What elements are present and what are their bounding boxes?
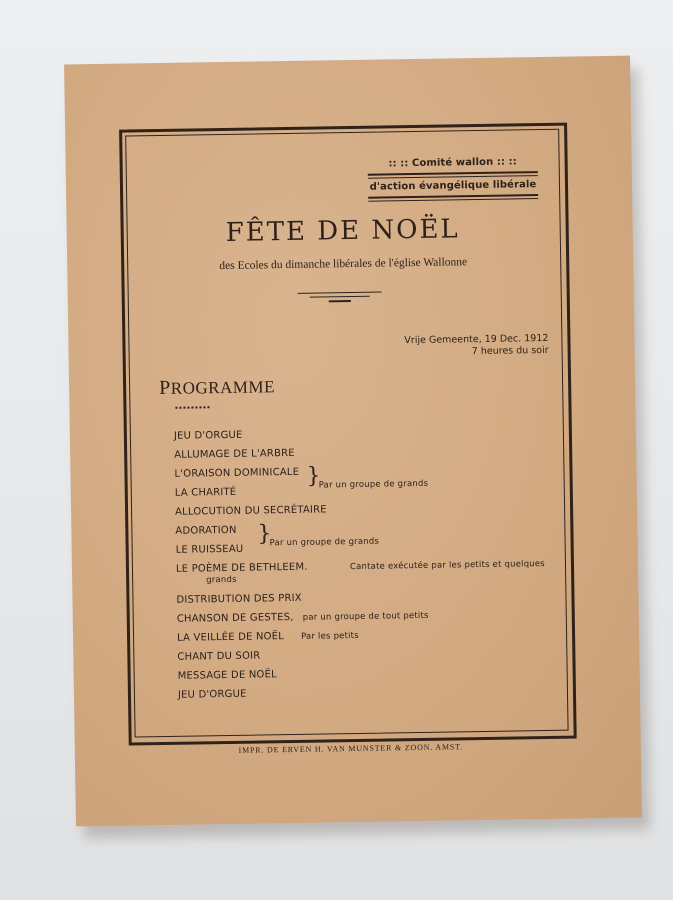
booklet-cover <box>64 56 642 827</box>
programme-item: JEU D'ORGUE <box>173 429 243 442</box>
programme-item: LA CHARITÉ <box>174 486 237 499</box>
brace-group-2: } <box>257 521 272 547</box>
ornament-rule-3 <box>329 300 351 302</box>
programme-item: ADORATION <box>175 524 237 537</box>
programme-item: ALLUMAGE DE L'ARBRE <box>174 447 295 461</box>
brace-group-1: } <box>306 463 321 489</box>
programme-rest: ROGRAMME <box>170 377 276 398</box>
comite-header-box <box>368 155 539 204</box>
title-ornament <box>298 292 382 309</box>
page-title: FÊTE DE NOËL <box>225 214 460 248</box>
comite-rule-bottom-thin <box>368 198 538 202</box>
programme-initial: P <box>158 376 171 400</box>
note-cantate-line-2: grands <box>206 574 237 586</box>
programme-item: JEU D'ORGUE <box>177 688 247 701</box>
programme-item: MESSAGE DE NOËL <box>177 669 277 682</box>
programme-heading <box>159 375 275 400</box>
programme-item: LA VEILLÉE DE NOËL <box>176 631 285 644</box>
ornament-rule-1 <box>298 292 382 294</box>
printer-imprint: IMPR. DE ERVEN H. VAN MUNSTER & ZOON. AMST. <box>238 742 464 755</box>
note-petits: Par les petits <box>300 630 359 642</box>
programme-item: CHANSON DE GESTES, <box>176 611 294 625</box>
note-cantate-line-1: Cantate exécutée par les petits et quelques <box>349 559 545 573</box>
ornament-rule-2 <box>310 296 370 298</box>
programme-item: LE POÈME DE BETHLEEM. <box>175 561 308 575</box>
note-tout-petits: par un groupe de tout petits <box>302 610 429 623</box>
programme-item: LE RUISSEAU <box>175 543 244 556</box>
note-grands-2: Par un groupe de grands <box>269 536 380 549</box>
programme-item: ALLOCUTION DU SECRÉTAIRE <box>175 504 327 518</box>
programme-item: DISTRIBUTION DES PRIX <box>176 592 302 606</box>
page-subtitle: des Ecoles du dimanche libérales de l'église Wallonne <box>219 256 468 273</box>
venue-line-1: Vrije Gemeente, 19 Dec. 1912 <box>404 332 549 347</box>
comite-line-2: d'action évangélique libérale <box>369 179 537 193</box>
programme-item: CHANT DU SOIR <box>177 650 261 663</box>
venue-block <box>368 333 548 360</box>
comite-line-1: :: :: Comité wallon :: :: <box>388 156 517 170</box>
venue-line-2: 7 heures du soir <box>471 344 549 358</box>
programme-item: L'ORAISON DOMINICALE <box>174 466 300 480</box>
note-grands-1: Par un groupe de grands <box>318 478 429 491</box>
